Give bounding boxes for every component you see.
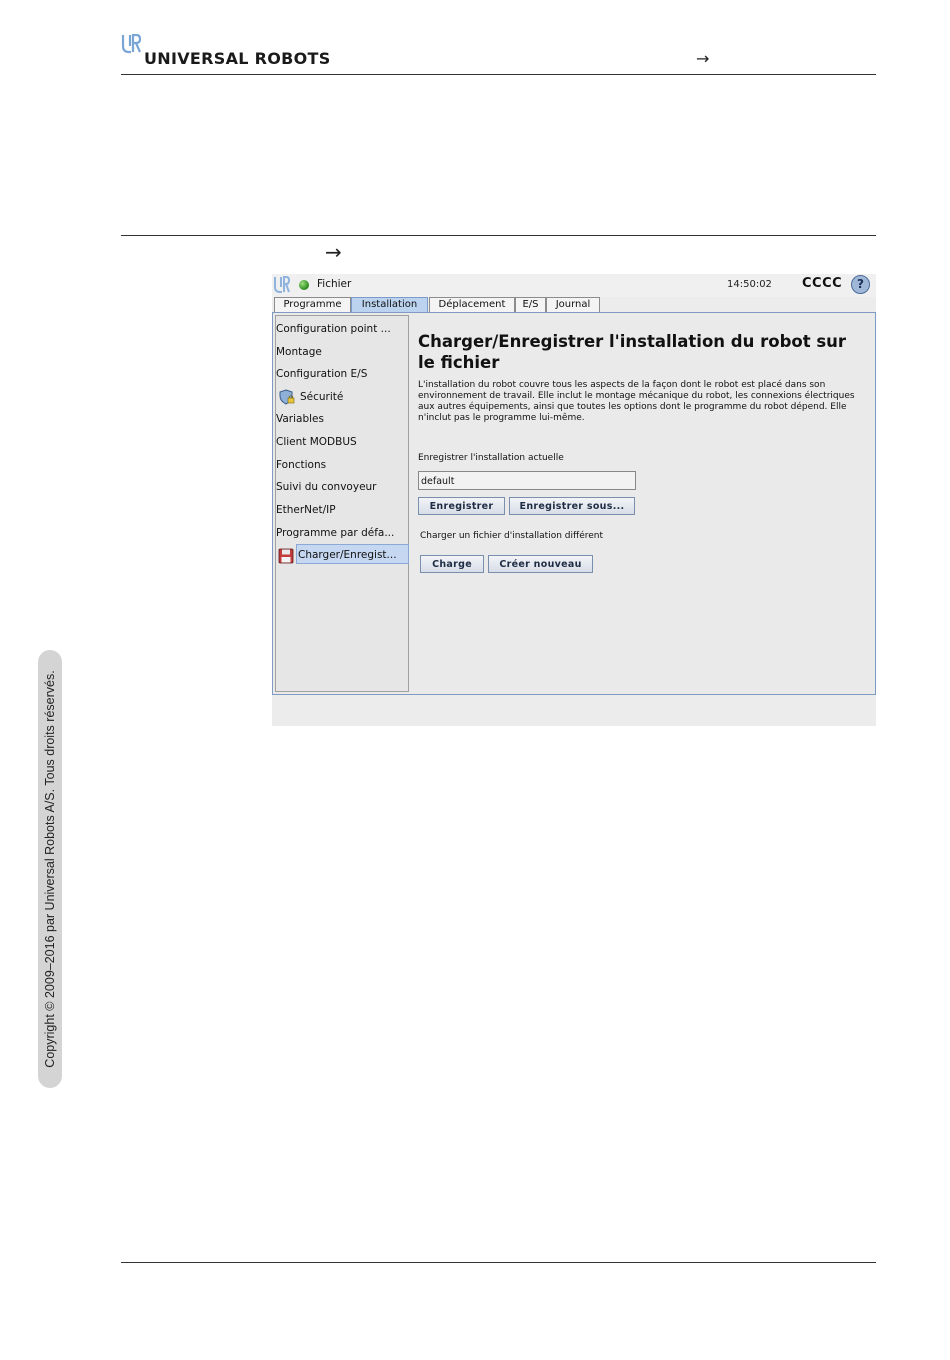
top-bar [272,274,876,297]
tab-deplacement[interactable]: Déplacement [429,297,515,312]
installation-sidebar [275,315,409,692]
load-button[interactable]: Charge [420,555,484,573]
sidebar-item-client-modbus[interactable]: Client MODBUS [276,436,357,448]
filename-field[interactable]: default [418,471,636,490]
copyright-tab [38,650,62,1088]
sidebar-item-securite[interactable] [276,387,408,407]
description-text: L'installation du robot couvre tous les aspects de la façon dont le robot est placé dans son environnement de travail. Elle inclut le montage mécanique du robot, les connexions électriques aux autres équipements, ainsi que toutes les options dont le programme du robot dépend. Elle n'inclut pas le programme lui-même. [418,380,855,423]
header-arrow: → [696,49,710,68]
robot-name: CCCC [802,276,843,291]
ur-logo-icon [274,276,290,294]
status-indicator-icon [299,280,309,290]
section-arrow: → [325,240,342,264]
sidebar-item-charger-enregistrer[interactable]: Charger/Enregist... [296,544,409,564]
tab-es[interactable]: E/S [515,297,546,312]
tab-journal[interactable]: Journal [546,297,600,312]
sidebar-item-fonctions[interactable]: Fonctions [276,459,327,471]
floppy-disk-icon [278,548,294,564]
sidebar-item-variables[interactable]: Variables [276,413,324,425]
footer-rule [121,1262,876,1263]
sidebar-item-montage[interactable]: Montage [276,346,322,358]
ur-logo-icon [121,34,141,54]
save-button[interactable]: Enregistrer [418,497,505,515]
page-title: Charger/Enregistrer l'installation du robot sur le fichier [418,332,847,372]
robot-ui-screenshot [272,274,876,726]
shield-lock-icon [279,389,295,405]
sidebar-item-configuration-point[interactable]: Configuration point ... [276,323,391,335]
sidebar-item-label: Sécurité [300,391,344,403]
brand-name: UNIVERSAL ROBOTS [144,49,331,68]
sidebar-item-suivi-convoyeur[interactable]: Suivi du convoyeur [276,481,377,493]
create-new-button[interactable]: Créer nouveau [488,555,593,573]
save-as-button[interactable]: Enregistrer sous... [509,497,635,515]
section-rule [121,235,876,236]
sidebar-item-ethernet-ip[interactable]: EtherNet/IP [276,504,336,516]
help-icon[interactable]: ? [851,275,870,294]
load-section-label: Charger un fichier d'installation différent [420,531,604,541]
tab-installation[interactable]: Installation [351,297,428,312]
file-menu[interactable]: Fichier [317,278,352,290]
copyright-text: Copyright © 2009–2016 par Universal Robots A/S. Tous droits réservés. [43,670,57,1068]
sidebar-item-configuration-es[interactable]: Configuration E/S [276,368,368,380]
header-rule [121,74,876,75]
save-section-label: Enregistrer l'installation actuelle [418,453,564,463]
sidebar-item-programme-defaut[interactable]: Programme par défa... [276,527,395,539]
clock: 14:50:02 [727,279,772,290]
tab-programme[interactable]: Programme [274,297,351,312]
installation-panel [272,312,876,695]
